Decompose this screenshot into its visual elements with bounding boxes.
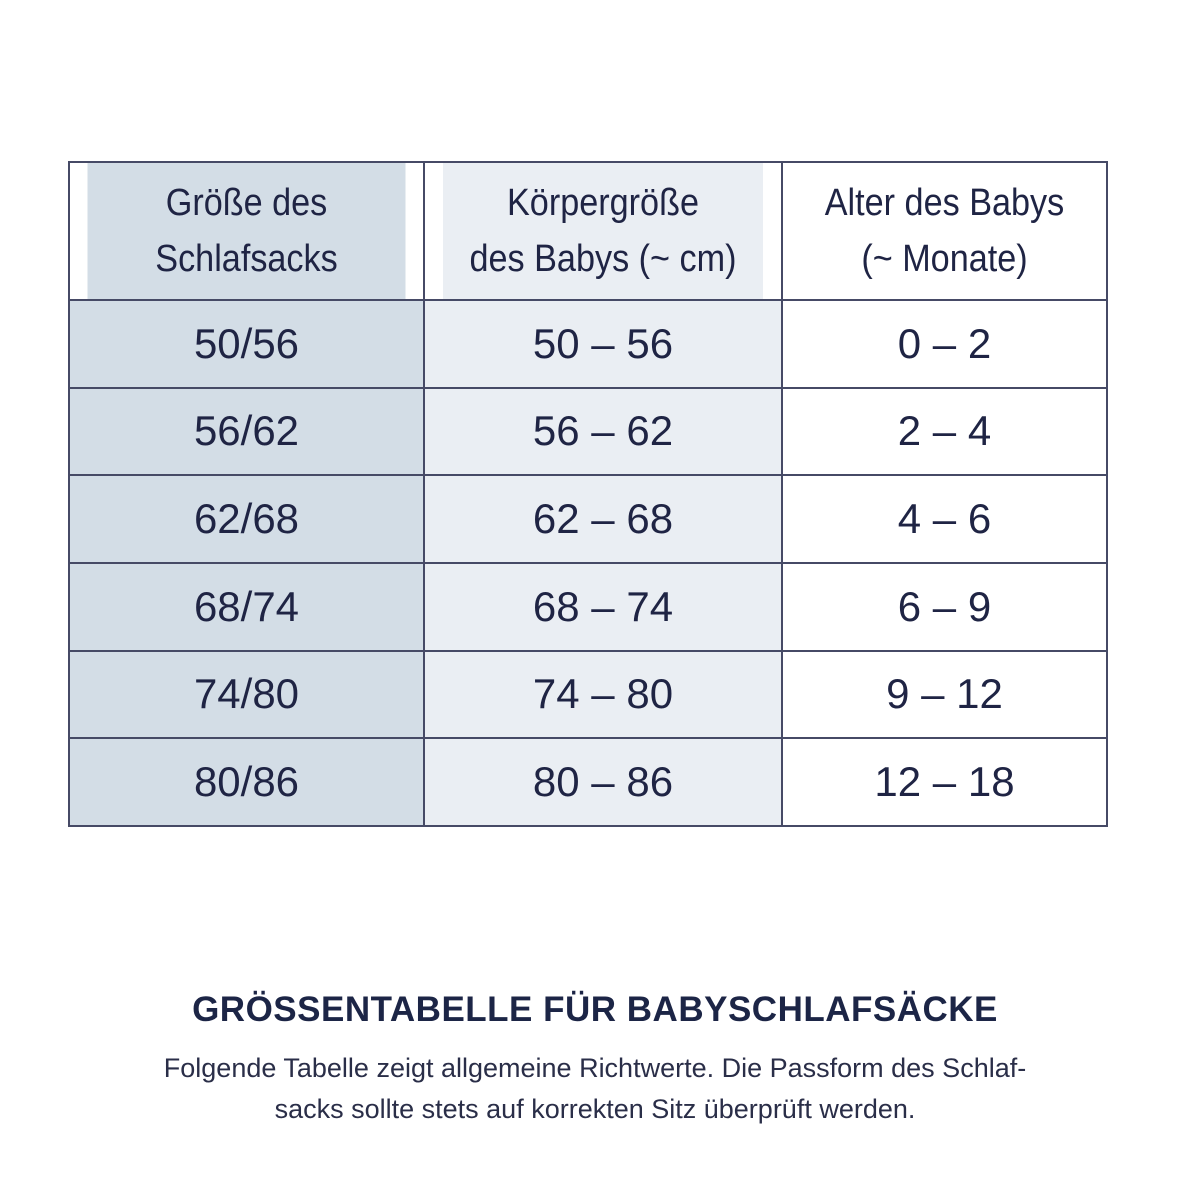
table-row — [69, 388, 1107, 476]
header-sleeping-bag-size — [87, 162, 407, 300]
sleeping-bag-size-cell: 68/74 — [69, 563, 424, 651]
header-line: Größe des — [165, 182, 328, 224]
table-row — [69, 651, 1107, 739]
table-row — [69, 563, 1107, 651]
header-line: Schlafsacks — [155, 238, 338, 280]
size-table — [68, 161, 1108, 827]
table-header-row — [69, 162, 1107, 300]
body-height-cell: 74 – 80 — [424, 651, 782, 739]
header-line: des Babys (~ cm) — [469, 238, 737, 280]
baby-age-cell: 4 – 6 — [782, 475, 1107, 563]
baby-age-cell: 0 – 2 — [782, 300, 1107, 388]
baby-age-cell: 9 – 12 — [782, 651, 1107, 739]
sleeping-bag-size-cell: 62/68 — [69, 475, 424, 563]
body-height-cell: 62 – 68 — [424, 475, 782, 563]
caption-description — [0, 1048, 1190, 1130]
body-height-cell: 80 – 86 — [424, 738, 782, 826]
table-row — [69, 300, 1107, 388]
baby-age-cell: 12 – 18 — [782, 738, 1107, 826]
header-line: (~ Monate) — [861, 238, 1028, 280]
header-line: Körpergröße — [506, 182, 699, 224]
body-height-cell: 56 – 62 — [424, 388, 782, 476]
baby-age-cell: 6 – 9 — [782, 563, 1107, 651]
caption-line: Folgende Tabelle zeigt allgemeine Richtwerte. Die Passform des Schlaf- — [163, 1053, 1027, 1083]
table-row — [69, 738, 1107, 826]
caption-title: GRÖSSENTABELLE FÜR BABYSCHLAFSÄCKE — [192, 990, 998, 1029]
sleeping-bag-size-cell: 56/62 — [69, 388, 424, 476]
header-line: Alter des Babys — [824, 182, 1065, 224]
caption-line: sacks sollte stets auf korrekten Sitz überprüft werden. — [274, 1094, 916, 1124]
sleeping-bag-size-cell: 50/56 — [69, 300, 424, 388]
body-height-cell: 50 – 56 — [424, 300, 782, 388]
body-height-cell: 68 – 74 — [424, 563, 782, 651]
header-baby-age — [798, 162, 1091, 300]
sleeping-bag-size-cell: 74/80 — [69, 651, 424, 739]
sleeping-bag-size-cell: 80/86 — [69, 738, 424, 826]
baby-age-cell: 2 – 4 — [782, 388, 1107, 476]
table-row — [69, 475, 1107, 563]
header-body-height — [442, 162, 764, 300]
